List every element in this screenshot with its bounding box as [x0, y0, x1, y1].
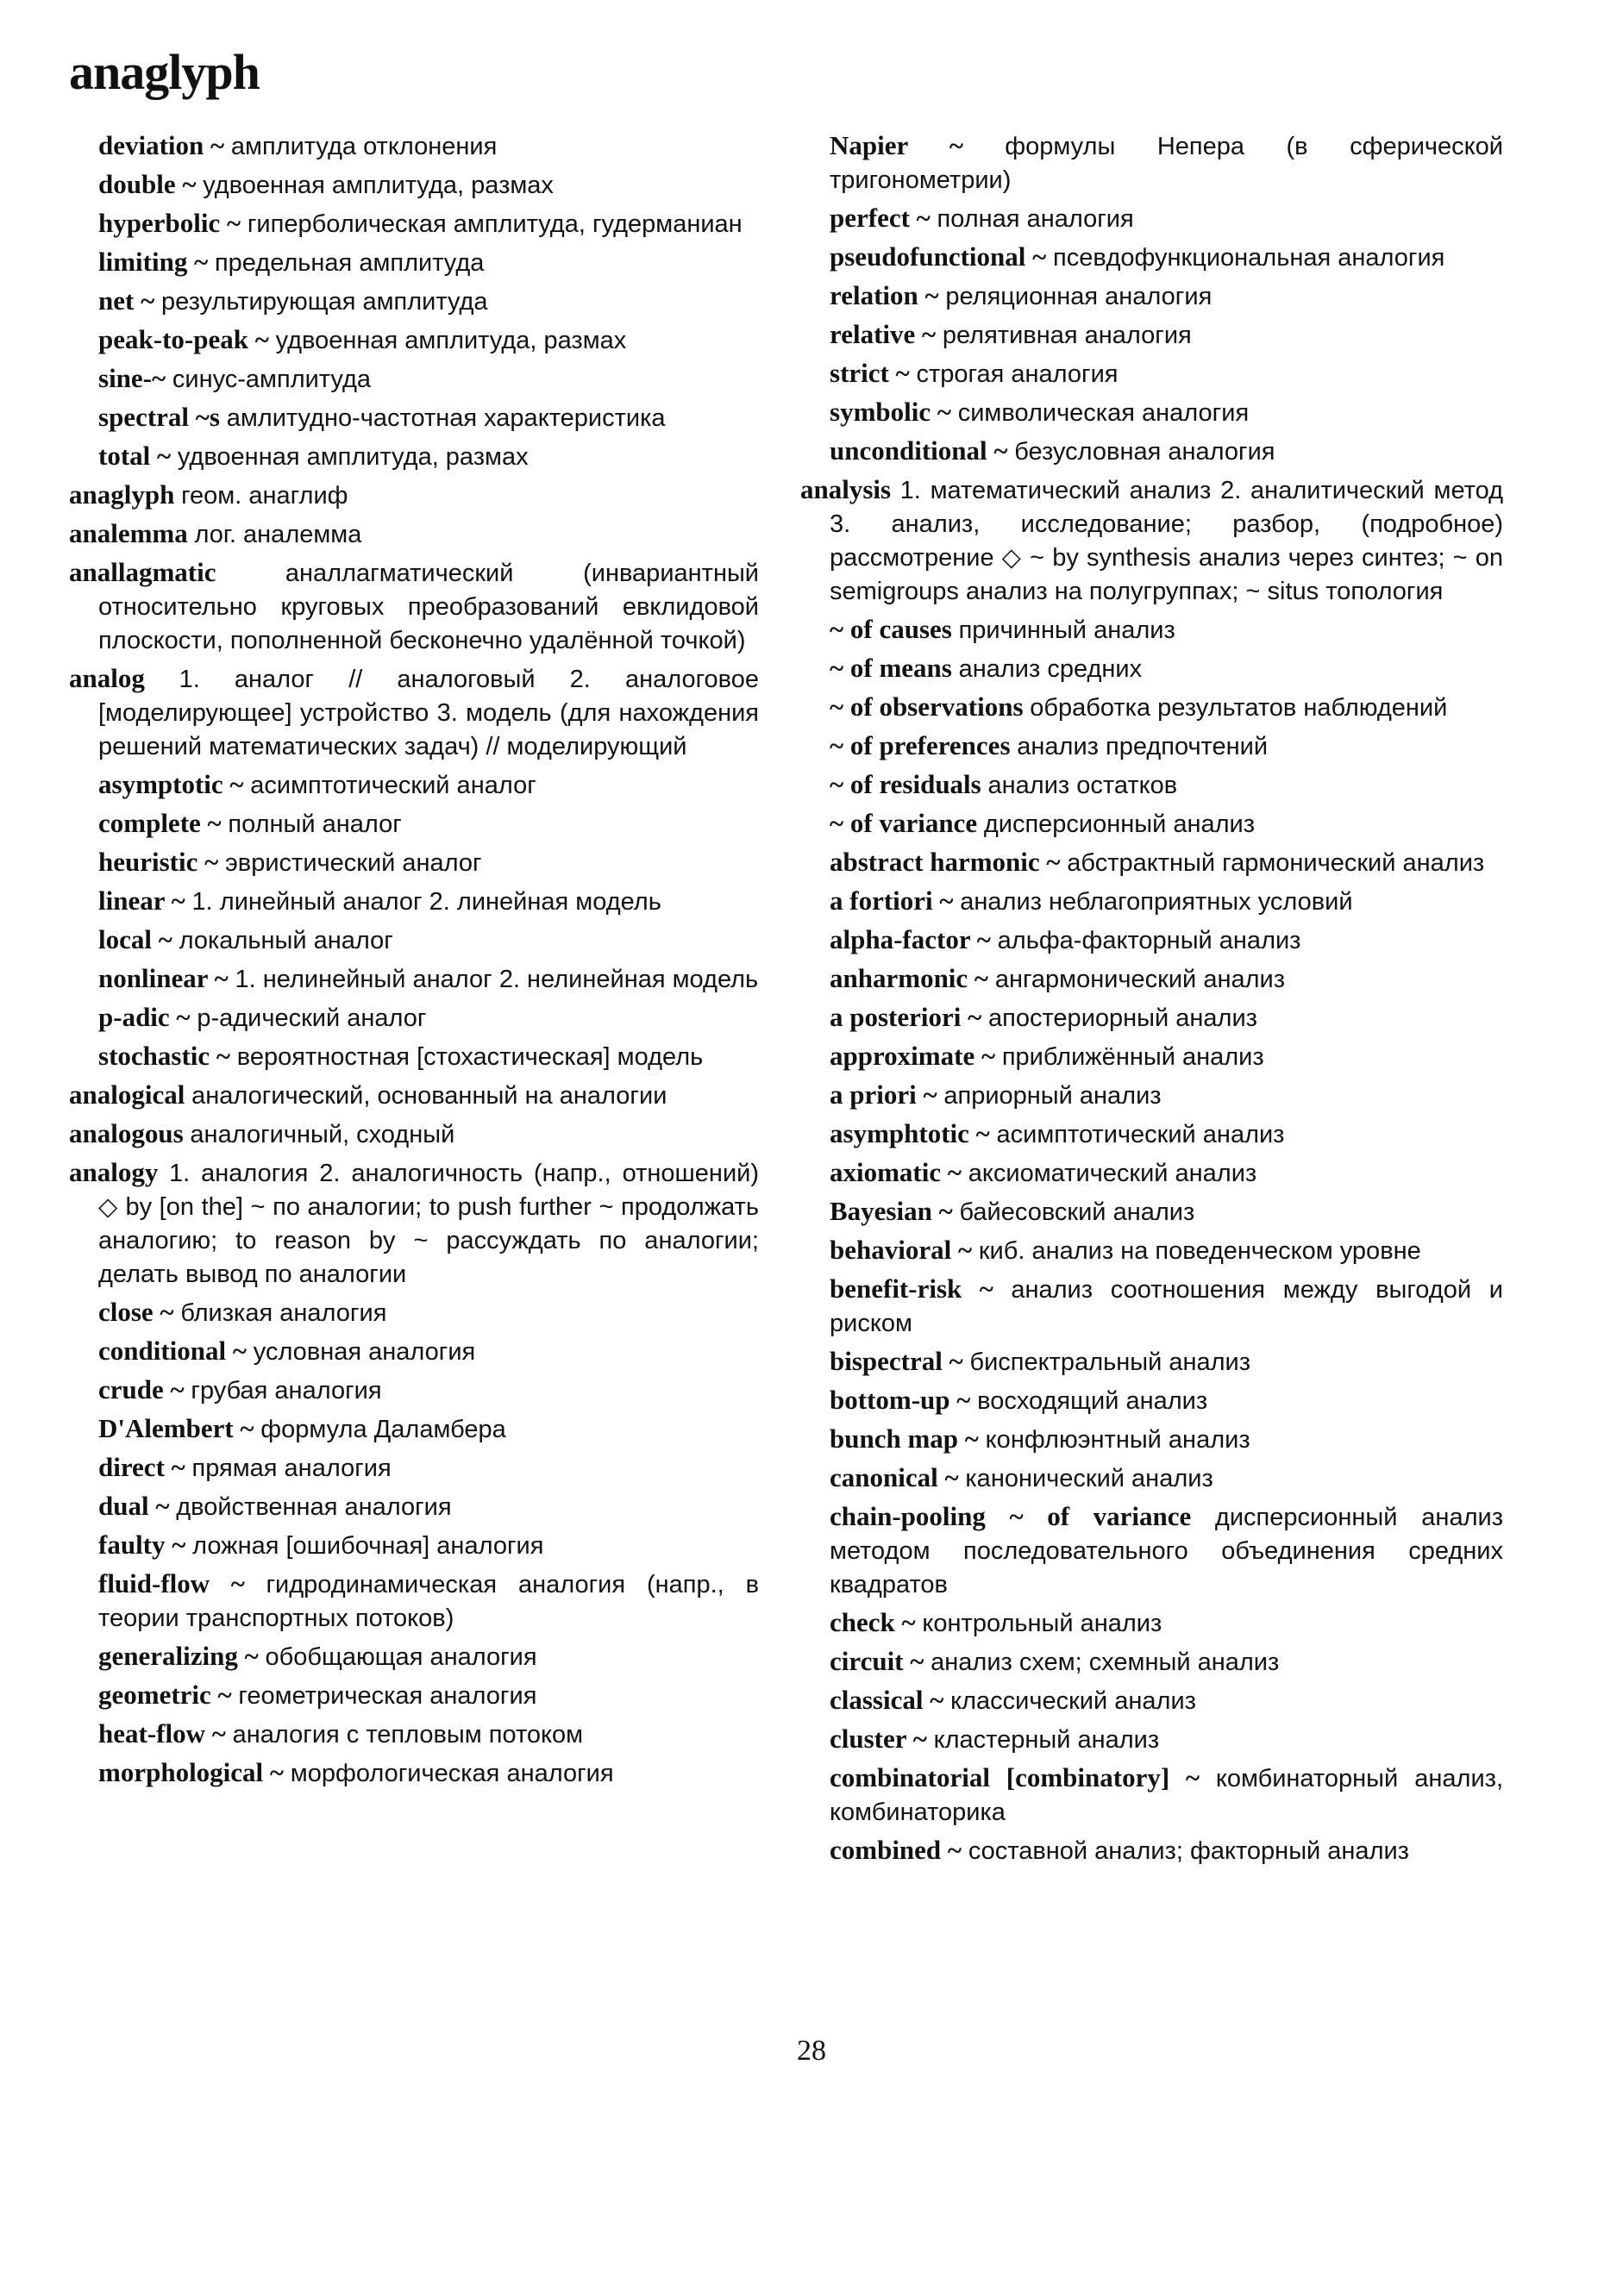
entry-gloss: гидродинамическая аналогия (напр., в теории транспортных потоков): [98, 1571, 759, 1632]
entry-gloss: составной анализ; факторный анализ: [968, 1837, 1409, 1865]
entry-headword: faulty ~: [98, 1530, 186, 1560]
entry-headword: ~ of causes: [830, 614, 952, 644]
entry-headword: peak-to-peak ~: [98, 324, 269, 354]
dictionary-entry: [69, 1156, 759, 1291]
dictionary-entry: [69, 662, 759, 763]
entry-gloss: анализ неблагоприятных условий: [960, 888, 1353, 916]
entry-headword: symbolic ~: [830, 397, 951, 427]
dictionary-subentry: [800, 1461, 1503, 1495]
entry-gloss: строгая аналогия: [916, 360, 1119, 388]
dictionary-subentry: [69, 1756, 759, 1790]
dictionary-subentry: [800, 1234, 1503, 1267]
entry-gloss: апостериорный анализ: [988, 1004, 1257, 1032]
dictionary-subentry: [800, 846, 1503, 879]
entry-gloss: контрольный анализ: [922, 1610, 1162, 1637]
entry-headword: analogical: [69, 1079, 185, 1110]
dictionary-subentry: [800, 202, 1503, 235]
entry-headword: perfect ~: [830, 203, 931, 233]
entry-headword: anharmonic ~: [830, 963, 989, 993]
entry-headword: bispectral ~: [830, 1346, 963, 1376]
entry-headword: ~ of preferences: [830, 730, 1011, 760]
dictionary-subentry: [69, 1001, 759, 1035]
page-number: 28: [797, 2035, 826, 2067]
dictionary-subentry: [800, 1273, 1503, 1340]
entry-headword: cluster ~: [830, 1724, 927, 1754]
dictionary-subentry: [69, 1717, 759, 1751]
dictionary-subentry: [69, 1296, 759, 1329]
dictionary-subentry: [800, 729, 1503, 763]
entry-headword: circuit ~: [830, 1646, 924, 1676]
entry-gloss: синус-амплитуда: [172, 366, 372, 393]
entry-gloss: грубая аналогия: [191, 1377, 382, 1405]
dictionary-subentry: [800, 1156, 1503, 1190]
entry-headword: pseudofunctional ~: [830, 241, 1047, 272]
entry-gloss: полный аналог: [228, 810, 402, 838]
dictionary-subentry: [69, 1373, 759, 1407]
entry-gloss: кластерный анализ: [933, 1726, 1160, 1754]
entry-headword: a posteriori ~: [830, 1002, 982, 1032]
entry-gloss: локальный аналог: [179, 927, 393, 954]
dictionary-subentry: [69, 1679, 759, 1712]
entry-headword: strict ~: [830, 358, 910, 388]
entry-gloss: предельная амплитуда: [214, 249, 485, 277]
dictionary-subentry: [69, 129, 759, 163]
entry-gloss: 1. аналогия 2. аналогичность (напр., отношений) ◇ by [on the] ~ по аналогии; to push further ~ продолжать аналогию; to reason by ~ рассуждать по аналогии; делать вывод по аналогии: [98, 1160, 760, 1288]
entry-headword: bottom-up ~: [830, 1385, 971, 1415]
entry-headword: deviation ~: [98, 130, 225, 160]
entry-headword: sine-~: [98, 363, 166, 393]
entry-gloss: аналогический, основанный на аналогии: [191, 1082, 667, 1110]
entry-headword: direct ~: [98, 1452, 185, 1482]
dictionary-subentry: [800, 1723, 1503, 1756]
entry-headword: a priori ~: [830, 1079, 937, 1110]
running-head: anaglyph: [69, 44, 260, 100]
entry-gloss: удвоенная амплитуда, размах: [177, 443, 529, 471]
dictionary-subentry: [800, 1834, 1503, 1867]
entry-gloss: 1. нелинейный аналог 2. нелинейная модель: [235, 966, 759, 993]
entry-gloss: реляционная аналогия: [945, 283, 1213, 310]
entry-gloss: формула Даламбера: [260, 1416, 506, 1443]
entry-gloss: канонический анализ: [965, 1465, 1213, 1492]
entry-gloss: вероятностная [стохастическая] модель: [236, 1043, 704, 1071]
entry-gloss: аналогичный, сходный: [190, 1121, 455, 1148]
entry-gloss: классический анализ: [950, 1687, 1196, 1715]
dictionary-subentry: [69, 885, 759, 918]
entry-headword: ~ of means: [830, 653, 952, 683]
dictionary-subentry: [800, 241, 1503, 274]
dictionary-subentry: [800, 1117, 1503, 1151]
dictionary-subentry: [69, 1040, 759, 1073]
dictionary-subentry: [69, 1451, 759, 1485]
entry-gloss: полная аналогия: [937, 205, 1134, 233]
dictionary-subentry: [800, 357, 1503, 391]
dictionary-subentry: [800, 1500, 1503, 1601]
entry-headword: limiting ~: [98, 247, 209, 277]
entry-gloss: аналогия с тепловым потоком: [232, 1721, 584, 1749]
entry-gloss: анализ остатков: [987, 772, 1178, 799]
entry-gloss: абстрактный гармонический анализ: [1067, 849, 1485, 877]
entry-headword: approximate ~: [830, 1041, 996, 1071]
entry-gloss: альфа-факторный анализ: [997, 927, 1301, 954]
dictionary-subentry: [69, 246, 759, 279]
entry-headword: analemma: [69, 518, 188, 548]
entry-gloss: гиперболическая амплитуда, гудерманиан: [247, 210, 743, 238]
dictionary-subentry: [800, 1384, 1503, 1417]
dictionary-subentry: [69, 1529, 759, 1562]
entry-gloss: 1. аналог // аналоговый 2. аналоговое [моделирующее] устройство 3. модель (для нахождения решений математических задач) // моделирующий: [98, 666, 759, 760]
dictionary-subentry: [800, 962, 1503, 996]
dictionary-subentry: [69, 323, 759, 357]
entry-gloss: релятивная аналогия: [942, 322, 1192, 349]
dictionary-subentry: [69, 1335, 759, 1368]
right-column: [800, 129, 1503, 1873]
entry-headword: ~ of observations: [830, 691, 1024, 722]
dictionary-subentry: [800, 1345, 1503, 1379]
entry-headword: Napier ~: [830, 130, 964, 160]
entry-headword: ~ of variance: [830, 808, 978, 838]
dictionary-subentry: [800, 396, 1503, 429]
dictionary-subentry: [69, 1412, 759, 1446]
entry-gloss: геометрическая аналогия: [238, 1682, 537, 1710]
entry-headword: behavioral ~: [830, 1235, 973, 1265]
entry-gloss: обобщающая аналогия: [265, 1643, 537, 1671]
dictionary-subentry: [69, 846, 759, 879]
entry-gloss: псевдофункциональная аналогия: [1053, 244, 1445, 272]
dictionary-subentry: [69, 768, 759, 802]
dictionary-subentry: [800, 1684, 1503, 1717]
entry-headword: double ~: [98, 169, 197, 199]
dictionary-subentry: [800, 652, 1503, 685]
entry-gloss: биспектральный анализ: [969, 1348, 1251, 1376]
entry-gloss: символическая аналогия: [957, 399, 1250, 427]
entry-headword: canonical ~: [830, 1462, 959, 1492]
dictionary-subentry: [69, 207, 759, 241]
dictionary-subentry: [69, 401, 759, 435]
entry-headword: analog: [69, 663, 145, 693]
entry-gloss: конфлюэнтный анализ: [985, 1426, 1250, 1454]
entry-gloss: анализ соотношения между выгодой и риском: [830, 1276, 1503, 1337]
entry-headword: dual ~: [98, 1491, 170, 1521]
dictionary-subentry: [800, 885, 1503, 918]
entry-headword: axiomatic ~: [830, 1157, 962, 1187]
entry-headword: Bayesian ~: [830, 1196, 953, 1226]
entry-gloss: геом. анаглиф: [181, 482, 348, 510]
entry-headword: relative ~: [830, 319, 937, 349]
entry-headword: p-adic ~: [98, 1002, 191, 1032]
entry-headword: combinatorial [combinatory] ~: [830, 1762, 1200, 1792]
entry-gloss: 1. линейный аналог 2. линейная модель: [191, 888, 661, 916]
entry-headword: fluid-flow ~: [98, 1568, 245, 1598]
entry-gloss: морфологическая аналогия: [290, 1760, 614, 1787]
entry-gloss: результирующая амплитуда: [160, 288, 488, 316]
entry-headword: asymphtotic ~: [830, 1118, 990, 1148]
entry-headword: morphological ~: [98, 1757, 285, 1787]
entry-headword: conditional ~: [98, 1336, 248, 1366]
entry-gloss: безусловная аналогия: [1014, 438, 1275, 466]
entry-headword: a fortiori ~: [830, 885, 954, 916]
entry-headword: abstract harmonic ~: [830, 847, 1061, 877]
dictionary-subentry: [800, 1079, 1503, 1112]
entry-headword: analogy: [69, 1157, 159, 1187]
entry-headword: total ~: [98, 441, 172, 471]
entry-headword: classical ~: [830, 1685, 944, 1715]
entry-headword: benefit-risk ~: [830, 1273, 993, 1304]
entry-headword: asymptotic ~: [98, 769, 244, 799]
dictionary-subentry: [800, 435, 1503, 468]
dictionary-subentry: [800, 691, 1503, 724]
entry-headword: bunch map ~: [830, 1423, 979, 1454]
dictionary-subentry: [800, 1195, 1503, 1229]
dictionary-entry: [69, 1117, 759, 1151]
dictionary-subentry: [800, 1001, 1503, 1035]
entry-headword: combined ~: [830, 1835, 962, 1865]
entry-headword: unconditional ~: [830, 435, 1008, 466]
dictionary-entry: [69, 556, 759, 657]
dictionary-subentry: [800, 1606, 1503, 1640]
entry-gloss: условная аналогия: [253, 1338, 476, 1366]
entry-gloss: комбинаторный анализ, комбинаторика: [830, 1765, 1504, 1826]
dictionary-subentry: [800, 279, 1503, 313]
entry-headword: heuristic ~: [98, 847, 219, 877]
entry-headword: linear ~: [98, 885, 185, 916]
entry-headword: crude ~: [98, 1374, 185, 1405]
entry-gloss: приближённый анализ: [1001, 1043, 1264, 1071]
entry-gloss: ангармонический анализ: [994, 966, 1286, 993]
entry-headword: close ~: [98, 1297, 174, 1327]
entry-gloss: p-адический аналог: [197, 1004, 427, 1032]
dictionary-subentry: [69, 440, 759, 473]
entry-headword: hyperbolic ~: [98, 208, 241, 238]
dictionary-subentry: [69, 362, 759, 396]
dictionary-subentry: [800, 768, 1503, 802]
dictionary-subentry: [800, 923, 1503, 957]
entry-gloss: обработка результатов наблюдений: [1030, 694, 1448, 722]
entry-gloss: близкая аналогия: [180, 1299, 387, 1327]
entry-gloss: эвристический аналог: [225, 849, 482, 877]
entry-headword: analogous: [69, 1118, 184, 1148]
dictionary-subentry: [800, 1645, 1503, 1679]
dictionary-entry: [69, 1079, 759, 1112]
dictionary-subentry: [69, 962, 759, 996]
entry-gloss: аксиоматический анализ: [968, 1160, 1257, 1187]
entry-gloss: анализ предпочтений: [1017, 733, 1269, 760]
left-column: [69, 129, 759, 1795]
entry-headword: heat-flow ~: [98, 1718, 226, 1749]
entry-gloss: байесовский анализ: [959, 1198, 1195, 1226]
entry-gloss: дисперсионный анализ: [983, 810, 1256, 838]
dictionary-subentry: [800, 1040, 1503, 1073]
entry-gloss: удвоенная амплитуда, размах: [203, 172, 554, 199]
entry-headword: stochastic ~: [98, 1041, 231, 1071]
dictionary-subentry: [800, 129, 1503, 197]
entry-gloss: киб. анализ на поведенческом уровне: [978, 1237, 1421, 1265]
entry-gloss: удвоенная амплитуда, размах: [275, 327, 627, 354]
dictionary-subentry: [69, 285, 759, 318]
dictionary-entry: [69, 479, 759, 512]
entry-gloss: асимптотический аналог: [250, 772, 536, 799]
entry-gloss: двойственная аналогия: [176, 1493, 452, 1521]
entry-headword: anallagmatic: [69, 557, 216, 587]
dictionary-subentry: [800, 1423, 1503, 1456]
dictionary-subentry: [69, 923, 759, 957]
dictionary-entry: [69, 517, 759, 551]
entry-headword: ~ of residuals: [830, 769, 981, 799]
dictionary-subentry: [69, 1567, 759, 1635]
dictionary-subentry: [69, 168, 759, 202]
entry-headword: D'Alembert ~: [98, 1413, 254, 1443]
entry-gloss: ложная [ошибочная] аналогия: [192, 1532, 544, 1560]
entry-gloss: амплитуда отклонения: [230, 133, 498, 160]
entry-gloss: асимптотический анализ: [996, 1121, 1285, 1148]
entry-headword: relation ~: [830, 280, 939, 310]
entry-headword: nonlinear ~: [98, 963, 229, 993]
entry-headword: anaglyph: [69, 479, 175, 510]
dictionary-subentry: [800, 318, 1503, 352]
entry-gloss: формулы Непера (в сферической тригонометрии): [830, 133, 1504, 194]
entry-headword: check ~: [830, 1607, 916, 1637]
entry-gloss: прямая аналогия: [191, 1455, 392, 1482]
entry-headword: net ~: [98, 285, 155, 316]
entry-gloss: анализ схем; схемный анализ: [931, 1648, 1280, 1676]
entry-headword: generalizing ~: [98, 1641, 259, 1671]
entry-gloss: восходящий анализ: [977, 1387, 1208, 1415]
entry-gloss: аналлагматический (инвариантный относительно круговых преобразований евклидовой плоскости, пополненной бесконечно удалённой точкой): [98, 560, 759, 654]
dictionary-subentry: [800, 807, 1503, 841]
dictionary-subentry: [69, 1640, 759, 1674]
entry-headword: alpha-factor ~: [830, 924, 991, 954]
entry-headword: geometric ~: [98, 1680, 232, 1710]
entry-gloss: амлитудно-частотная характеристика: [226, 404, 666, 432]
entry-headword: local ~: [98, 924, 172, 954]
entry-gloss: причинный анализ: [958, 616, 1175, 644]
entry-headword: spectral ~s: [98, 402, 220, 432]
dictionary-subentry: [800, 1761, 1503, 1829]
entry-headword: complete ~: [98, 808, 222, 838]
dictionary-subentry: [69, 1490, 759, 1523]
dictionary-entry: [800, 473, 1503, 608]
entry-headword: analysis: [800, 474, 892, 504]
entry-gloss: анализ средних: [958, 655, 1143, 683]
dictionary-subentry: [800, 613, 1503, 647]
entry-gloss: дисперсионный анализ методом последовательного объединения средних квадратов: [830, 1504, 1503, 1598]
entry-gloss: 1. математический анализ 2. аналитический метод 3. анализ, исследование; разбор, (подробное) рассмотрение ◇ ~ by synthesis анализ через синтез; ~ on semigroups анализ на полугруппах; ~ situs топология: [830, 477, 1504, 605]
entry-headword: chain-pooling ~ of variance: [830, 1501, 1192, 1531]
entry-gloss: априорный анализ: [943, 1082, 1162, 1110]
entry-gloss: лог. аналемма: [194, 521, 362, 548]
dictionary-subentry: [69, 807, 759, 841]
